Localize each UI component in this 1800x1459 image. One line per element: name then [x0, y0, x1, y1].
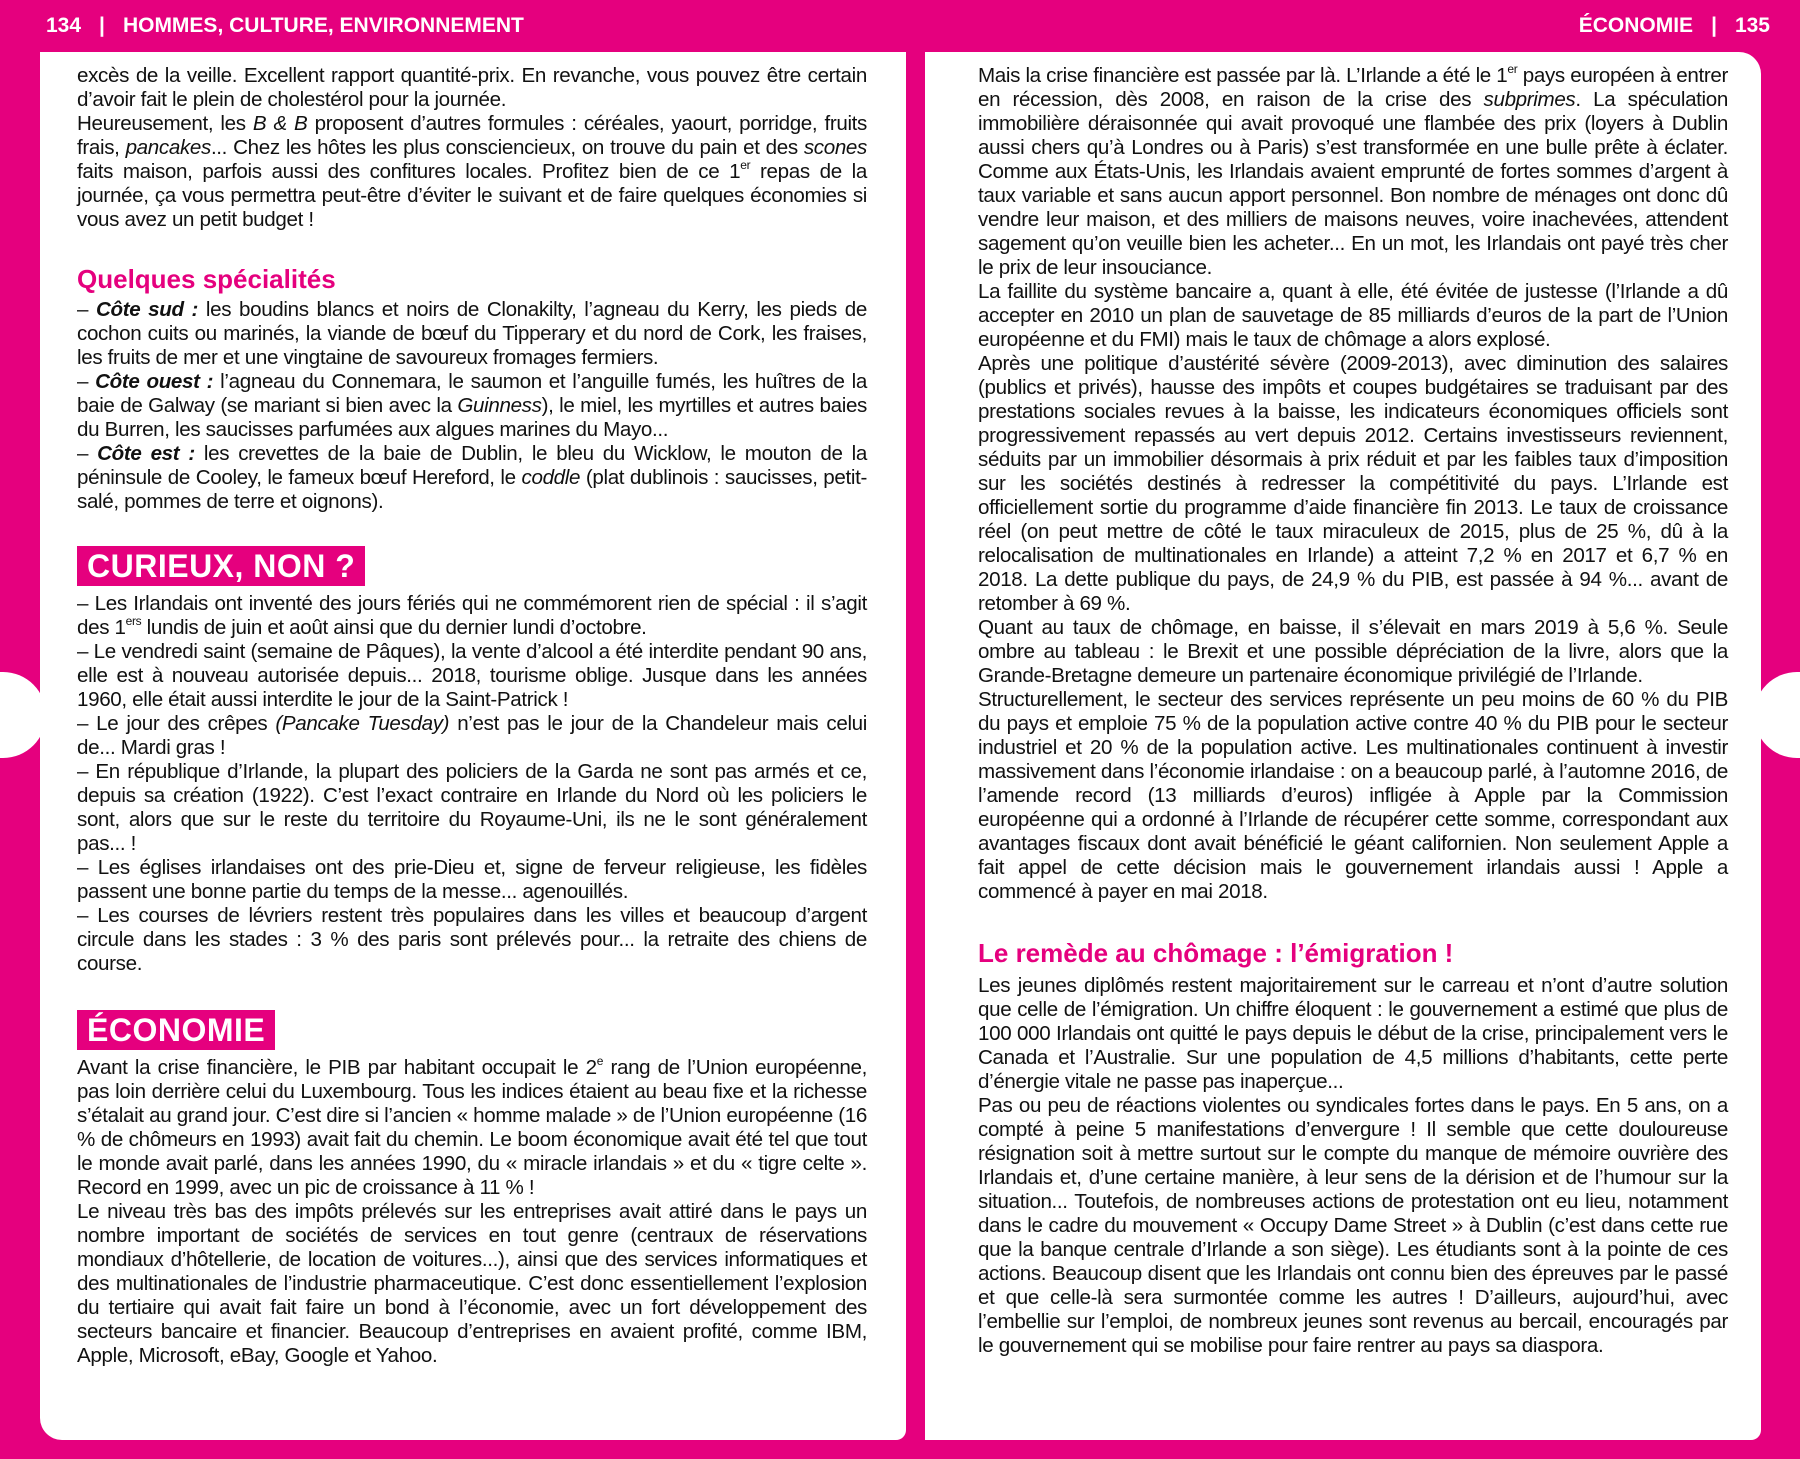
paragraph: Après une politique d’austérité sévère (2009-2013), avec diminution des salaires (publics et privés), hausse des impôts et coupes budgétaires se traduisant par des prestations sociales revues à la baisse, les indicateurs économiques officiels sont progressivement repassés au vert depuis 2012. Certains investisseurs reviennent, séduits par un immobilier désormais à prix réduit et par les faibles taux d’imposition sur les sociétés destinés à redresser la compétitivité du pays. L’Irlande est officiellement sortie du programme d’aide financière fin 2013. Le taux de croissance réel (on peut mettre de côté le taux miraculeux de 2015, plus de 25 %, dû à la relocalisation de multinationales en Irlande) a atteint 7,2 % en 2017 et 6,7 % en 2018. La dette publique du pays, de 24,9 % du PIB, est passée à 94 %... avant de retomber à 69 %.: [978, 352, 1728, 615]
header-separator: |: [99, 14, 105, 37]
header-right: [1579, 14, 1770, 38]
paragraph: Mais la crise financière est passée par là. L’Irlande a été le 1er pays européen à entrer en récession, dès 2008, en raison de la crise des subprimes. La spéculation immobilière déraisonnée qui avait provoqué une flambée des prix (loyers à Dublin aussi chers qu’à Londres ou à Paris) s’est transformée en une bulle prête à éclater. Comme aux États-Unis, les Irlandais avaient emprunté de fortes sommes d’argent à taux variable et sans aucun apport personnel. Bon nombre de ménages ont donc dû vendre leur maison, et des milliers de maisons neuves, voire inachevées, attendent sagement qu’on veuille bien les acheter... En un mot, les Irlandais ont payé très cher le prix de leur insouciance.: [978, 62, 1729, 279]
paragraph: Quant au taux de chômage, en baisse, il s’élevait en mars 2019 à 5,6 %. Seule ombre au tableau : le Brexit et une possible dépréciation de la livre, alors que la Grande-Bretagne demeure un partenaire économique privilégié de l’Irlande.: [978, 616, 1728, 687]
list-item: – Les Irlandais ont inventé des jours fériés qui ne commémorent rien de spécial : il s’agit des 1ers lundis de juin et août ainsi que du dernier lundi d’octobre.: [77, 592, 867, 639]
right-column: [978, 64, 1728, 1358]
paragraph: Avant la crise financière, le PIB par habitant occupait le 2e rang de l’Union européenne, pas loin derrière celui du Luxembourg. Tous les indices étaient au beau fixe et la richesse s’étalait au grand jour. C’est dire si l’ancien « homme malade » de l’Union européenne (16 % de chômeurs en 1993) avait fait du chemin. Le boom économique avait été tel que tout le monde avait parlé, dans les années 1990, du « miracle irlandais » et du « tigre celte ». Record en 1999, avec un pic de croissance à 11 % !: [77, 1054, 867, 1199]
paragraph: Heureusement, les B & B proposent d’autres formules : céréales, yaourt, porridge, fruits frais, pancakes... Chez les hôtes les plus consciencieux, on trouve du pain et des scones faits maison, parfois aussi des confitures locales. Profitez bien de ce 1er repas de la journée, ça vous permettra peut-être d’éviter le suivant et de faire quelques économies si vous avez un petit budget !: [77, 112, 867, 231]
list-item: – En république d’Irlande, la plupart des policiers de la Garda ne sont pas armés et ce, depuis sa création (1922). C’est l’exact contraire en Irlande du Nord où les policiers le sont, alors que sur le reste du territoire du Royaume-Uni, ils ne le sont généralement pas... !: [77, 760, 867, 855]
right-page-number: 135: [1734, 14, 1770, 37]
list-item: – Côte est : les crevettes de la baie de Dublin, le bleu du Wicklow, le mouton de la péninsule de Cooley, le fameux bœuf Hereford, le coddle (plat dublinois : saucisses, petit-salé, pommes de terre et oignons).: [77, 442, 867, 513]
box-heading-economie: ÉCONOMIE: [77, 1010, 275, 1050]
left-page-number: 134: [46, 14, 82, 37]
paragraph: Les jeunes diplômés restent majoritairement sur le carreau et n’ont d’autre solution que celle de l’émigration. Un chiffre éloquent : le gouvernement a estimé que plus de 100 000 Irlandais ont quitté le pays depuis le début de la crise, principalement vers le Canada et l’Australie. Sur une population de 4,5 millions d’habitants, cette perte d’énergie vitale ne passe pas inaperçue...: [978, 974, 1728, 1093]
section-heading-specialites: Quelques spécialités: [77, 264, 336, 294]
list-item: – Le jour des crêpes (Pancake Tuesday) n’est pas le jour de la Chandeleur mais celui de... Mardi gras !: [77, 712, 867, 759]
list-item: – Le vendredi saint (semaine de Pâques), la vente d’alcool a été interdite pendant 90 ans, elle est à nouveau autorisée depuis... 2018, tourisme oblige. Jusque dans les années 1960, elle était aussi interdite le jour de la Saint-Patrick !: [77, 640, 867, 711]
right-page: [925, 52, 1761, 1440]
left-column: [77, 64, 867, 1368]
header-separator: |: [1711, 14, 1717, 37]
list-item: – Les courses de lévriers restent très populaires dans les villes et beaucoup d’argent circule dans les stades : 3 % des paris sont prélevés pour... la retraite des chiens de course.: [77, 904, 867, 975]
page-header: [0, 0, 1800, 52]
paragraph: Pas ou peu de réactions violentes ou syndicales fortes dans le pays. En 5 ans, on a compté à peine 5 manifestations d’envergure ! Il semble que cette douloureuse résignation soit à mettre surtout sur le compte du manque de mémoire ouvrière des Irlandais et, d’une certaine manière, à leur sens de la dérision et de l’humour sur la situation... Toutefois, de nombreuses actions de protestation ont eu lieu, notamment dans le cadre du mouvement « Occupy Dame Street » à Dublin (c’est dans cette rue que la banque centrale d’Irlande a son siège). Les étudiants sont à la pointe de ces actions. Beaucoup disent que les Irlandais ont connu bien des épreuves par le passé et que celle-là sera surmontée comme les autres ! D’ailleurs, aujourd’hui, avec l’embellie sur l’emploi, de nombreux jeunes sont revenus au bercail, encouragés par le gouvernement qui se mobilise pour faire rentrer au pays sa diaspora.: [978, 1094, 1728, 1357]
paragraph: La faillite du système bancaire a, quant à elle, été évitée de justesse (l’Irlande a dû accepter en 2010 un plan de sauvetage de 85 milliards d’euros de la part de l’Union européenne et du FMI) mais le taux de chômage a alors explosé.: [978, 280, 1728, 351]
list-item: – Côte ouest : l’agneau du Connemara, le saumon et l’anguille fumés, les huîtres de la baie de Galway (se mariant si bien avec la Guinness), le miel, les myrtilles et autres baies du Burren, les saucisses parfumées aux algues marines du Mayo...: [77, 370, 867, 441]
paragraph: excès de la veille. Excellent rapport quantité-prix. En revanche, vous pouvez être certain d’avoir fait le plein de cholestérol pour la journée.: [77, 64, 867, 111]
left-page: [40, 52, 906, 1440]
list-item: – Les églises irlandaises ont des prie-Dieu et, signe de ferveur religieuse, les fidèles passent une bonne partie du temps de la messe... agenouillés.: [77, 856, 867, 903]
left-section-title: HOMMES, CULTURE, ENVIRONNEMENT: [122, 14, 524, 37]
section-heading-remede: Le remède au chômage : l’émigration !: [978, 938, 1454, 968]
paragraph: Le niveau très bas des impôts prélevés sur les entreprises avait attiré dans le pays un nombre important de sociétés de services en tout genre (centraux de réservations mondiaux d’hôtellerie, de location de voitures...), ainsi que des services informatiques et des multinationales de l’industrie pharmaceutique. C’est donc essentiellement l’explosion du tertiaire qui avait fait faire un bond à l’économie, avec un fort développement des secteurs bancaire et financier. Beaucoup d’entreprises en avaient profité, comme IBM, Apple, Microsoft, eBay, Google et Yahoo.: [77, 1200, 867, 1367]
list-item: – Côte sud : les boudins blancs et noirs de Clonakilty, l’agneau du Kerry, les pieds de cochon cuits ou marinés, la viande de bœuf du Tipperary et du nord de Cork, les fraises, les fruits de mer et une vingtaine de savoureux fromages fermiers.: [77, 298, 867, 369]
header-left: [46, 14, 524, 38]
right-section-title: ÉCONOMIE: [1578, 14, 1694, 37]
paragraph: Structurellement, le secteur des services représente un peu moins de 60 % du PIB du pays et emploie 75 % de la population active contre 40 % du PIB pour le secteur industriel et 20 % de la population active. Les multinationales continuent à investir massivement dans l’économie irlandaise : on a beaucoup parlé, à l’automne 2016, de l’amende record (13 milliards d’euros) infligée à Apple par la Commission européenne qui a ordonné à l’Irlande de récupérer cette somme, correspondant aux avantages fiscaux dont avait bénéficié le géant californien. Non seulement Apple a fait appel de cette décision mais le gouvernement irlandais aussi ! Apple a commencé à payer en mai 2018.: [978, 688, 1728, 903]
box-heading-curieux: CURIEUX, NON ?: [77, 546, 365, 586]
